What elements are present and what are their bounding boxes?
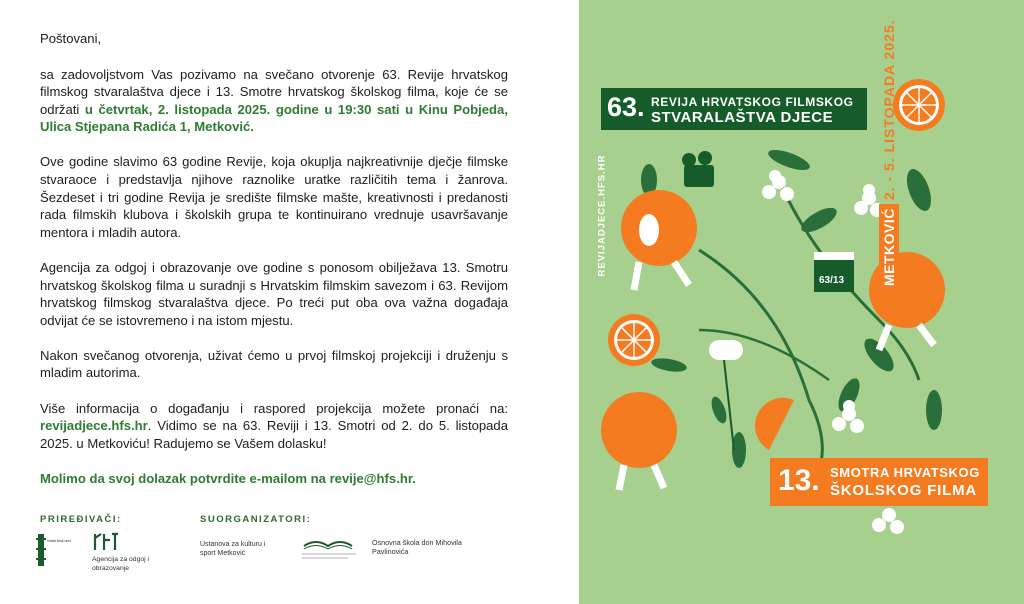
smotra-number: 13.: [778, 464, 820, 497]
smotra-line1: SMOTRA HRVATSKOG: [830, 465, 980, 480]
smotra-line2: ŠKOLSKOG FILMA: [830, 482, 978, 499]
poster-date-location: [879, 0, 899, 290]
revija-title: [601, 88, 867, 130]
poster-dates: 2. - 5. LISTOPADA 2025.: [881, 19, 897, 201]
paragraph-agency: Agencija za odgoj i obrazovanje ove godine s ponosom obilježava 13. Smotru hrvatskog školskog filma u suradnji s Hrvatskim filmskim savezom i 63. Revijom hrvatskog filmskog stvaralaštva djece. Po treći put oba ova važna događaja odvijat će se istovremeno i na istom mjestu.: [40, 259, 508, 328]
more-info-text: Više informacija o događanju i raspored projekcija možete pronaći na:: [40, 400, 508, 416]
paragraph-after-opening: Nakon svečanog otvorenja, uživat ćemo u prvoj filmskoj projekciji i druženju s mladim autorima.: [40, 347, 508, 381]
event-details: u četvrtak, 2. listopada 2025. godine u 19:30 sati u Kinu Pobjeda, Ulica Stjepana Radića 1, Metković.: [40, 101, 508, 135]
coorganizers-label: SUORGANIZATORI:: [200, 514, 312, 525]
organizers-label: PRIREĐIVAČI:: [40, 514, 122, 525]
revija-line2: STVARALAŠTVA DJECE: [651, 109, 834, 126]
orange-character-3: [601, 392, 677, 468]
school-name: Osnovna škola don Mihovila Pavlinovića: [372, 538, 462, 556]
poster-city: METKOVIĆ: [879, 204, 899, 290]
paragraph-more-info: [40, 400, 508, 453]
poster-url: REVIJADJECE.HFS.HR: [596, 154, 608, 277]
greeting: Poštovani,: [40, 31, 102, 46]
more-info-end: . Vidimo se na 63. Reviji i 13. Smotri od 2. do 5. listopada 2025. u Metkoviću! Radujemo se Vašem dolasku!: [40, 418, 508, 451]
festival-poster: [579, 0, 1024, 604]
paragraph-invitation: [40, 66, 508, 136]
invitation-text: sa zadovoljstvom Vas pozivamo na svečano otvorenje 63. Revije hrvatskog filmskog stvaralaštva djece i 13. Smotre hrvatskog školskog filma, koje će se održati: [40, 66, 508, 117]
hfs-logo-text: Hrvatski filmski savez: [47, 538, 71, 543]
hfs-logo: [36, 532, 72, 568]
smotra-title: [770, 458, 988, 506]
aoo-logo: [92, 530, 122, 552]
invitation-letter: [40, 30, 508, 470]
ustanova-name: Ustanova za kulturu i sport Metković: [200, 541, 266, 557]
aoo-caption: Agencija za odgoj i obrazovanje: [92, 556, 150, 572]
website-link[interactable]: revijadjece.hfs.hr: [40, 418, 148, 434]
orange-character-1: [621, 190, 697, 266]
rsvp-note: Molimo da svoj dolazak potvrdite e-mailom na revije@hfs.hr.: [40, 471, 416, 486]
revija-line1: REVIJA HRVATSKOG FILMSKOG: [651, 95, 854, 109]
paragraph-anniversary: Ove godine slavimo 63 godine Revije, koja okuplja najkreativnije dječje filmske stvaraoce i predstavlja njihove raznolike uratke različitih tema i žanrova. Šezdeset i tri godine Revija je središte filmske mašte, kreativnosti i predanosti rada filmskih klubova i školskih grupa te kontinuirano vrednuje usavršavanje mentora i mladih autora.: [40, 154, 508, 240]
revija-number: 63.: [607, 92, 645, 122]
school-logo: [298, 534, 360, 564]
clapper-text: 63/13: [819, 275, 845, 286]
